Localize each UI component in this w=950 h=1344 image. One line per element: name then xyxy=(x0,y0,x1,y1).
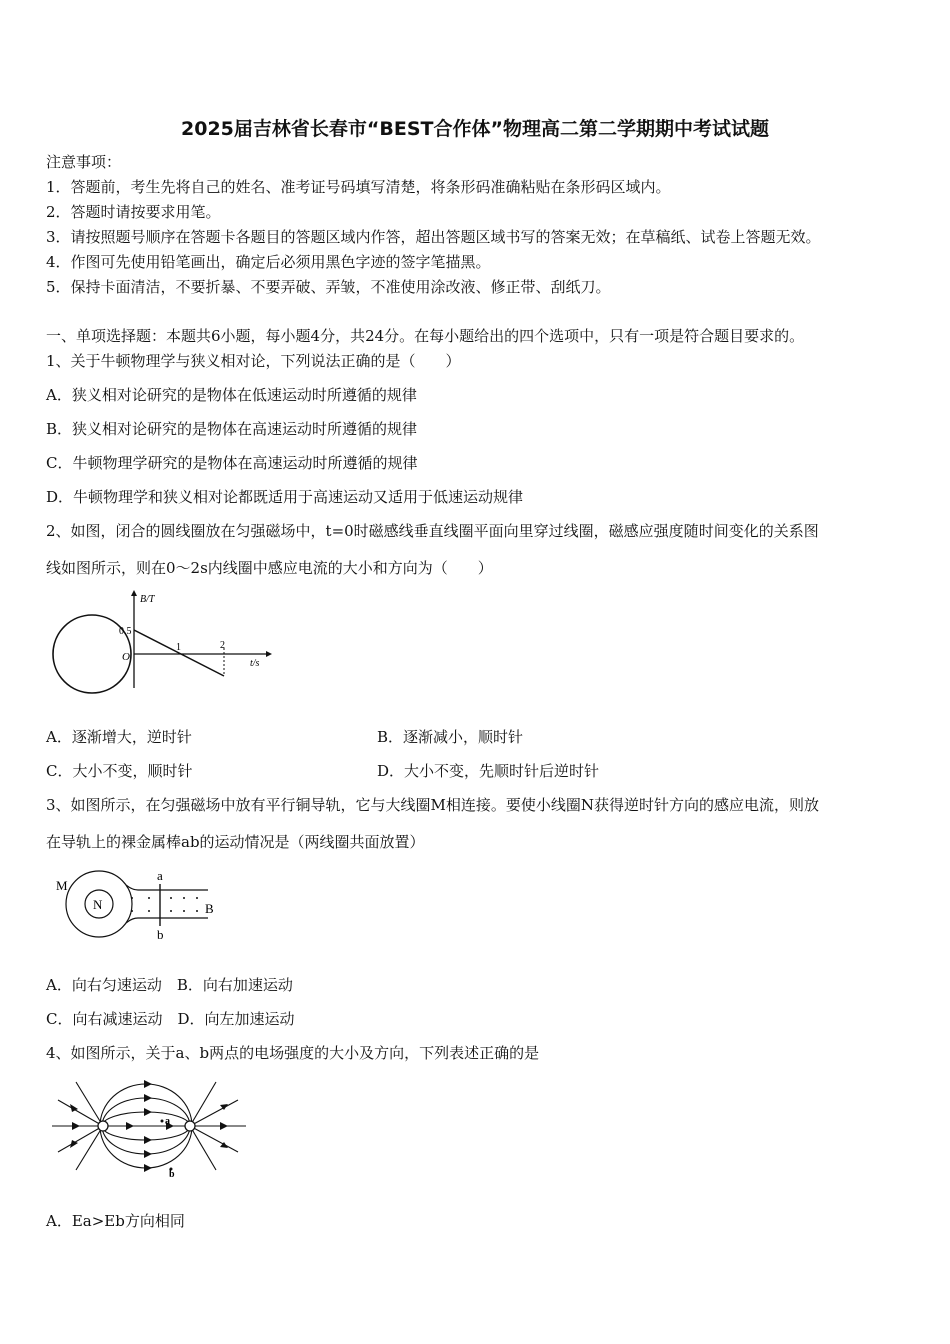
t-axis-arrow xyxy=(266,651,272,657)
q2-figure xyxy=(44,588,274,698)
charge-right xyxy=(185,1121,195,1131)
label-a: a xyxy=(165,1116,170,1127)
label-b: b xyxy=(169,1169,175,1178)
field-lines xyxy=(52,1082,246,1170)
notice-item: 2．答题时请按要求用笔。 xyxy=(46,203,221,221)
b-axis-label: B/T xyxy=(140,594,155,605)
label-n: N xyxy=(93,897,103,912)
point-a xyxy=(161,1120,164,1123)
question-4-stem: 4、如图所示，关于a、b两点的电场强度的大小及方向，下列表述正确的是 xyxy=(46,1044,540,1062)
notice-item: 4．作图可先使用铅笔画出，确定后必须用黑色字迹的签字笔描黑。 xyxy=(46,253,491,271)
question-2-stem: 2、如图，闭合的圆线圈放在匀强磁场中，t=0时磁感线垂直线圈平面向里穿过线圈，磁感应强度随时间变化的关系图 xyxy=(46,522,819,540)
q2-option-b: B．逐渐减小，顺时针 xyxy=(377,728,524,746)
section-heading: 一、单项选择题：本题共6小题，每小题4分，共24分。在每小题给出的四个选项中，只有一项是符合题目要求的。 xyxy=(46,327,805,345)
q2-option-a: A．逐渐增大，逆时针 xyxy=(46,728,192,746)
tick-label-05: 0.5 xyxy=(119,626,132,637)
question-3-stem-cont: 在导轨上的裸金属棒ab的运动情况是（两线圈共面放置） xyxy=(46,833,425,851)
question-3-stem: 3、如图所示，在匀强磁场中放有平行铜导轨，它与大线圈M相连接。要使小线圈N获得逆时针方向的感应电流，则放 xyxy=(46,796,820,814)
q4-option-a: A．Ea>Eb方向相同 xyxy=(46,1212,185,1230)
label-m: M xyxy=(56,878,68,893)
rail-top xyxy=(126,885,208,890)
q3-options-cd: C．向右减速运动 D．向左加速运动 xyxy=(46,1010,295,1028)
charge-left xyxy=(98,1121,108,1131)
rail-bottom xyxy=(126,918,208,923)
notice-heading: 注意事项： xyxy=(46,153,122,171)
q1-option-c: C．牛顿物理学研究的是物体在高速运动时所遵循的规律 xyxy=(46,454,418,472)
t-axis-label: t/s xyxy=(250,658,260,669)
tick-label-2: 2 xyxy=(220,640,225,651)
q3-figure xyxy=(54,866,234,946)
q3-options-ab: A．向右匀速运动 B．向右加速运动 xyxy=(46,976,293,994)
label-field-b: B xyxy=(205,901,214,916)
label-a: a xyxy=(157,868,163,883)
page-title: 2025届吉林省长春市“BEST合作体”物理高二第二学期期中考试试题 xyxy=(181,118,769,140)
tick-label-1: 1 xyxy=(176,642,181,653)
q1-option-d: D．牛顿物理学和狭义相对论都既适用于高速运动又适用于低速运动规律 xyxy=(46,488,524,506)
question-1-stem: 1、关于牛顿物理学与狭义相对论，下列说法正确的是（ ） xyxy=(46,352,461,370)
q4-field-line-figure xyxy=(48,1074,250,1178)
notice-item: 3．请按照题号顺序在答题卡各题目的答题区域内作答，超出答题区域书写的答案无效；在草稿纸、试卷上答题无效。 xyxy=(46,228,821,246)
q2-option-d: D．大小不变，先顺时针后逆时针 xyxy=(377,762,600,780)
b-t-graph-line xyxy=(134,630,224,676)
question-2-stem-cont: 线如图所示，则在0～2s内线圈中感应电流的大小和方向为（ ） xyxy=(46,559,493,577)
origin-label: O xyxy=(122,651,130,663)
q2-option-c: C．大小不变，顺时针 xyxy=(46,762,193,780)
label-b: b xyxy=(157,927,164,942)
b-axis-arrow xyxy=(131,590,137,596)
q1-option-a: A．狭义相对论研究的是物体在低速运动时所遵循的规律 xyxy=(46,386,417,404)
notice-item: 1．答题前，考生先将自己的姓名、准考证号码填写清楚，将条形码准确粘贴在条形码区域内。 xyxy=(46,178,671,196)
q1-option-b: B．狭义相对论研究的是物体在高速运动时所遵循的规律 xyxy=(46,420,418,438)
field-dots xyxy=(131,897,198,912)
notice-item: 5．保持卡面清洁，不要折暴、不要弄破、弄皱，不准使用涂改液、修正带、刮纸刀。 xyxy=(46,278,611,296)
